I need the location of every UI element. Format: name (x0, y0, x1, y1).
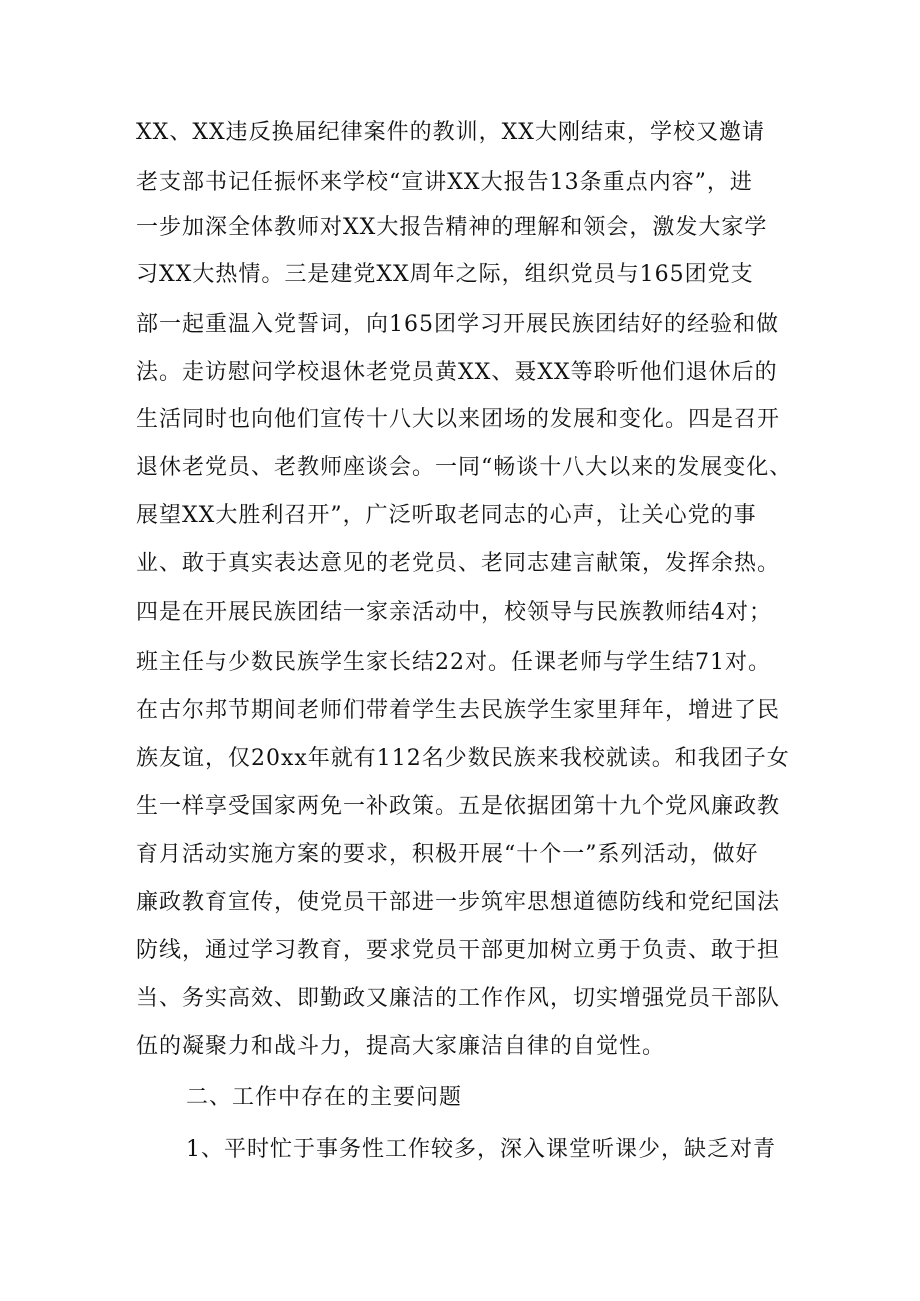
paragraph-line: 育月活动实施方案的要求，积极开展“十个一”系列活动，做好 (136, 842, 759, 867)
paragraph-line: 防线，通过学习教育，要求党员干部更加树立勇于负责、敢于担 (136, 938, 781, 963)
paragraph-line: 退休老党员、老教师座谈会。一同“畅谈十八大以来的发展变化、 (136, 455, 793, 480)
paragraph-line: 老支部书记任振怀来学校“宣讲XX大报告13条重点内容”，进 (136, 170, 753, 195)
paragraph-line: 法。走访慰问学校退休老党员黄XX、聂XX等聆听他们退休后的 (136, 360, 778, 385)
paragraph-line: 生活同时也向他们宣传十八大以来团场的发展和变化。四是召开 (136, 407, 781, 432)
paragraph-line: 展望XX大胜利召开”，广泛听取老同志的心声，让关心党的事 (136, 503, 757, 528)
section-heading: 二、工作中存在的主要问题 (186, 1085, 463, 1110)
paragraph-line: 习XX大热情。三是建党XX周年之际，组织党员与165团党支 (136, 262, 754, 287)
paragraph-line: 部一起重温入党誓词，向165团学习开展民族团结好的经验和做 (136, 312, 779, 337)
paragraph-line: 廉政教育宣传，使党员干部进一步筑牢思想道德防线和党纪国法 (136, 890, 781, 915)
paragraph-line: 当、务实高效、即勤政又廉洁的工作作风，切实增强党员干部队 (136, 986, 781, 1011)
paragraph-line: 业、敢于真实表达意见的老党员、老同志建言献策，发挥余热。 (136, 551, 781, 576)
paragraph-line: XX、XX违反换届纪律案件的教训，XX大刚结束，学校又邀请 (136, 120, 765, 145)
paragraph-line: 在古尔邦节期间老师们带着学生去民族学生家里拜年，增进了民 (136, 698, 781, 723)
list-item: 1、平时忙于事务性工作较多，深入课堂听课少，缺乏对青 (186, 1137, 776, 1162)
paragraph-line: 生一样享受国家两免一补政策。五是依据团第十九个党风廉政教 (136, 794, 781, 819)
paragraph-line: 班主任与少数民族学生家长结22对。任课老师与学生结71对。 (136, 650, 771, 675)
paragraph-line: 族友谊，仅20xx年就有112名少数民族来我校就读。和我团子女 (136, 746, 790, 771)
paragraph-line: 一步加深全体教师对XX大报告精神的理解和领会，激发大家学 (136, 215, 768, 240)
paragraph-line: 伍的凝聚力和战斗力，提高大家廉洁自律的自觉性。 (136, 1034, 666, 1059)
paragraph-line: 四是在开展民族团结一家亲活动中，校领导与民族教师结4对； (136, 600, 772, 625)
